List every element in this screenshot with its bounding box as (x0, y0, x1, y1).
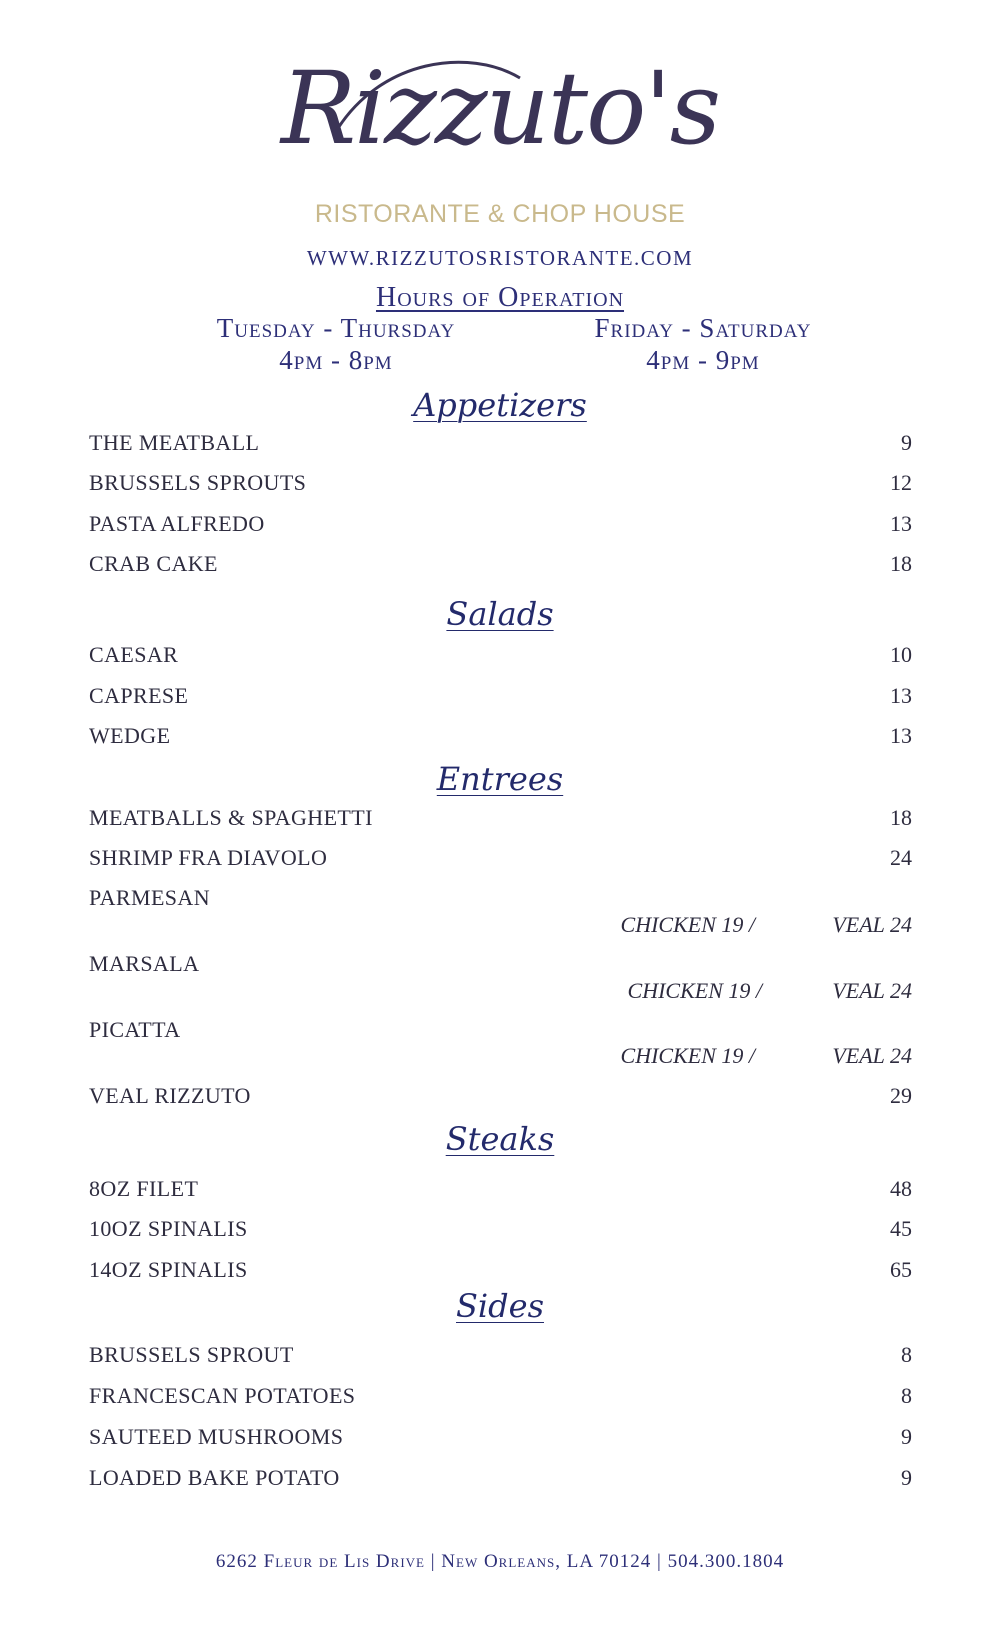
menu-item-price: 8 (901, 1342, 912, 1367)
menu-item-name: 8OZ FILET (89, 1176, 199, 1201)
menu-item-price: 8 (901, 1383, 912, 1408)
menu-item-price: 9 (901, 1465, 912, 1490)
menu-item-chicken-price: CHICKEN 19 / (627, 978, 762, 1003)
section-title-steaks: Steaks (445, 1120, 555, 1158)
menu-item-veal-price: VEAL 24 (832, 978, 912, 1003)
menu-item-price: 18 (890, 551, 912, 576)
menu-item-name: VEAL RIZZUTO (89, 1083, 251, 1108)
menu-item-price: 13 (890, 723, 912, 748)
section-title-sides: Sides (456, 1287, 544, 1325)
menu-item-price: 65 (890, 1257, 912, 1282)
menu-item-price: 9 (901, 430, 912, 455)
hours-title: Hours of Operation (375, 282, 625, 313)
menu-item-price: 12 (890, 470, 912, 495)
menu-item-name: LOADED BAKE POTATO (89, 1465, 340, 1490)
restaurant-logo (0, 38, 1000, 198)
menu-item-name: CAPRESE (89, 683, 189, 708)
footer-contact-info: 6262 Fleur de Lis Drive | New Orleans, LA 70124 | 504.300.1804 (215, 1551, 785, 1572)
hours-days-label: Friday - Saturday (594, 313, 812, 343)
menu-item-name: SHRIMP FRA DIAVOLO (89, 845, 328, 870)
menu-item-name: CAESAR (89, 642, 179, 667)
menu-item-name: THE MEATBALL (89, 430, 260, 455)
website-link[interactable]: WWW.RIZZUTOSRISTORANTE.COM (306, 246, 694, 270)
hours-time-label: 4pm - 9pm (646, 345, 760, 375)
menu-item-veal-price: VEAL 24 (832, 912, 912, 937)
menu-item-name: 10OZ SPINALIS (89, 1216, 248, 1241)
menu-item-price: 10 (890, 642, 912, 667)
menu-item-name: 14OZ SPINALIS (89, 1257, 248, 1282)
logo-script-text: Rizzuto's (280, 50, 720, 167)
section-title-salads: Salads (446, 595, 554, 633)
menu-item-price: 45 (890, 1216, 912, 1241)
hours-weekend (543, 312, 863, 376)
menu-item-price: 48 (890, 1176, 912, 1201)
menu-item-name: BRUSSELS SPROUTS (89, 470, 307, 495)
menu-item-name: MARSALA (89, 951, 200, 976)
menu-item-price: 18 (890, 805, 912, 830)
restaurant-subtitle: RISTORANTE & CHOP HOUSE (314, 200, 686, 228)
menu-item-price: 13 (890, 683, 912, 708)
menu-item-name: PASTA ALFREDO (89, 511, 265, 536)
hours-time-label: 4pm - 8pm (279, 345, 393, 375)
menu-item-name: CRAB CAKE (89, 551, 218, 576)
menu-item-name: PICATTA (89, 1017, 181, 1042)
menu-item-name: FRANCESCAN POTATOES (89, 1383, 356, 1408)
menu-item-price: 29 (890, 1083, 912, 1108)
menu-item-price: 9 (901, 1424, 912, 1449)
menu-item-chicken-price: CHICKEN 19 / (620, 912, 755, 937)
menu-item-name: MEATBALLS & SPAGHETTI (89, 805, 373, 830)
hours-days-label: Tuesday - Thursday (216, 313, 456, 343)
section-title-entrees: Entrees (436, 760, 564, 798)
menu-item-chicken-price: CHICKEN 19 / (620, 1043, 755, 1068)
menu-item-veal-price: VEAL 24 (832, 1043, 912, 1068)
menu-item-name: WEDGE (89, 723, 171, 748)
menu-item-name: BRUSSELS SPROUT (89, 1342, 294, 1367)
menu-item-name: SAUTEED MUSHROOMS (89, 1424, 344, 1449)
menu-item-price: 24 (890, 845, 912, 870)
hours-weekday (176, 312, 496, 376)
section-title-appetizers: Appetizers (413, 386, 587, 424)
menu-item-name: PARMESAN (89, 885, 210, 910)
menu-item-price: 13 (890, 511, 912, 536)
